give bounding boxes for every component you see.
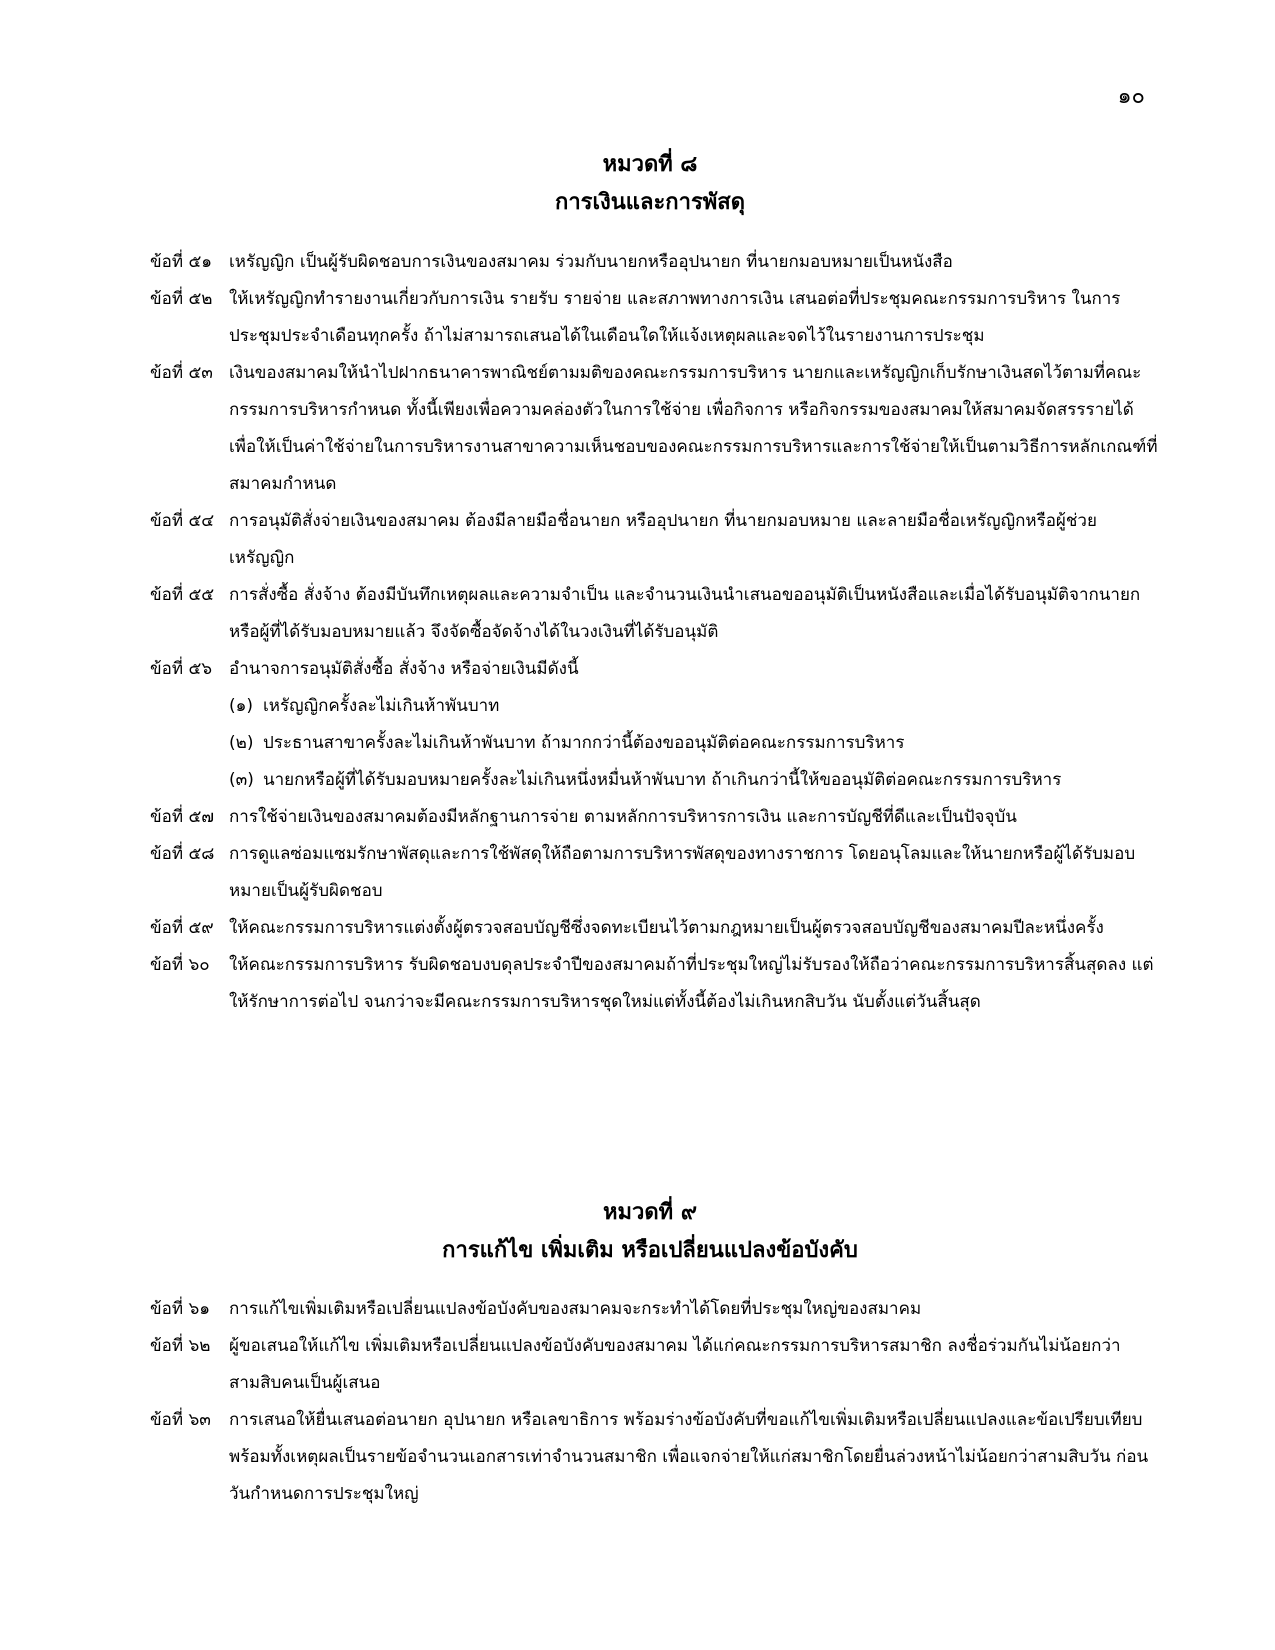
- clause-60: [150, 947, 1160, 1021]
- chapter-title: หมวดที่ ๙: [603, 1200, 697, 1225]
- sub-item-text: ประธานสาขาครั้งละไม่เกินห้าพันบาท ถ้ามากกว่านี้ต้องขออนุมัติต่อคณะกรรมการบริหาร: [263, 733, 905, 753]
- clause-text: การใช้จ่ายเงินของสมาคมต้องมีหลักฐานการจ่าย ตามหลักการบริหารการเงิน และการบัญชีที่ดีและเป็นปัจจุบัน: [229, 807, 1017, 827]
- clause-text: อำนาจการอนุมัติสั่งซื้อ สั่งจ้าง หรือจ่ายเงินมีดังนี้: [229, 659, 579, 679]
- chapter-subtitle: การแก้ไข เพิ่มเติม หรือเปลี่ยนแปลงข้อบังคับ: [442, 1238, 858, 1263]
- chapter-title: หมวดที่ ๘: [602, 152, 698, 177]
- clause-text: เงินของสมาคมให้นำไปฝากธนาคารพาณิชย์ตามมติของคณะกรรมการบริหาร นายกและเหรัญญิกเก็บรักษาเงินสดไว้ตามที่คณะกรรมการบริหารกำหนด ทั้งนี้เพียงเพื่อความคล่องตัวในการใช้จ่าย เพื่อกิจการ หรือกิจกรรมของสมาคมให้สมาคมจัดสรรรายได้เพื่อให้เป็นค่าใช้จ่ายในการบริหารงานสาขาความเห็นชอบของคณะกรรมการบริหารและการใช้จ่ายให้เป็นตามวิธีการหลักเกณฑ์ที่สมาคมกำหนด: [229, 363, 1158, 494]
- chapter-9-clauses: [150, 1291, 1160, 1513]
- clause-number: ข้อที่ ๖๒: [150, 1336, 211, 1356]
- clause-54: [150, 503, 1160, 577]
- clause-57: [150, 799, 1160, 836]
- clause-text: การเสนอให้ยื่นเสนอต่อนายก อุปนายก หรือเลขาธิการ พร้อมร่างข้อบังคับที่ขอแก้ไขเพิ่มเติมหรือเปลี่ยนแปลงและข้อเปรียบเทียบพร้อมทั้งเหตุผลเป็นรายข้อจำนวนเอกสารเท่าจำนวนสมาชิก เพื่อแจกจ่ายให้แก่สมาชิกโดยยื่นล่วงหน้าไม่น้อยกว่าสามสิบวัน ก่อนวันกำหนดการประชุมใหญ่: [229, 1410, 1149, 1504]
- clause-number: ข้อที่ ๕๓: [150, 363, 213, 383]
- clause-text: ให้เหรัญญิกทำรายงานเกี่ยวกับการเงิน รายรับ รายจ่าย และสภาพทางการเงิน เสนอต่อที่ประชุมคณะกรรมการบริหาร ในการประชุมประจำเดือนทุกครั้ง ถ้าไม่สามารถเสนอได้ในเดือนใดให้แจ้งเหตุผลและจดไว้ในรายงานการประชุม: [229, 289, 1121, 346]
- clause-text: การสั่งซื้อ สั่งจ้าง ต้องมีบันทึกเหตุผลและความจำเป็น และจำนวนเงินนำเสนอขออนุมัติเป็นหนังสือและเมื่อได้รับอนุมัติจากนายกหรือผู้ที่ได้รับมอบหมายแล้ว จึงจัดซื้อจัดจ้างได้ในวงเงินที่ได้รับอนุมัติ: [229, 585, 1141, 642]
- clause-55: [150, 577, 1160, 651]
- clause-53: [150, 355, 1160, 503]
- page-number: ๑๐: [1117, 84, 1145, 109]
- sub-item-2: [229, 725, 1160, 762]
- chapter-8-clauses: [150, 244, 1160, 1021]
- sub-item-number: (๓): [229, 770, 254, 790]
- chapter-9-heading: [150, 1194, 1150, 1270]
- clause-number: ข้อที่ ๕๗: [150, 807, 215, 827]
- sub-item-3: [229, 762, 1160, 799]
- clause-56-sub-list: [150, 688, 1160, 799]
- clause-58: [150, 836, 1160, 910]
- clause-62: [150, 1328, 1160, 1402]
- chapter-8-heading: [150, 146, 1150, 222]
- clause-59: [150, 910, 1160, 947]
- clause-63: [150, 1402, 1160, 1513]
- clause-text: ให้คณะกรรมการบริหารแต่งตั้งผู้ตรวจสอบบัญชีซึ่งจดทะเบียนไว้ตามกฎหมายเป็นผู้ตรวจสอบบัญชีของสมาคมปีละหนึ่งครั้ง: [229, 918, 1104, 938]
- clause-52: [150, 281, 1160, 355]
- clause-number: ข้อที่ ๕๒: [150, 289, 213, 309]
- clause-51: [150, 244, 1160, 281]
- clause-text: การแก้ไขเพิ่มเติมหรือเปลี่ยนแปลงข้อบังคับของสมาคมจะกระทำได้โดยที่ประชุมใหญ่ของสมาคม: [229, 1299, 922, 1319]
- clause-text: เหรัญญิก เป็นผู้รับผิดชอบการเงินของสมาคม ร่วมกับนายกหรืออุปนายก ที่นายกมอบหมายเป็นหนังสือ: [229, 252, 953, 272]
- chapter-subtitle: การเงินและการพัสดุ: [555, 190, 745, 215]
- clause-number: ข้อที่ ๖๑: [150, 1299, 211, 1319]
- sub-item-number: (๒): [229, 733, 254, 753]
- clause-text: ให้คณะกรรมการบริหาร รับผิดชอบงบดุลประจำปีของสมาคมถ้าที่ประชุมใหญ่ไม่รับรองให้ถือว่าคณะกรรมการบริหารสิ้นสุดลง แต่ให้รักษาการต่อไป จนกว่าจะมีคณะกรรมการบริหารชุดใหม่แต่ทั้งนี้ต้องไม่เกินหกสิบวัน นับตั้งแต่วันสิ้นสุด: [229, 955, 1154, 1012]
- clause-61: [150, 1291, 1160, 1328]
- clause-text: ผู้ขอเสนอให้แก้ไข เพิ่มเติมหรือเปลี่ยนแปลงข้อบังคับของสมาคม ได้แก่คณะกรรมการบริหารสมาชิก ลงชื่อร่วมกันไม่น้อยกว่าสามสิบคนเป็นผู้เสนอ: [229, 1336, 1121, 1393]
- clause-number: ข้อที่ ๕๙: [150, 918, 214, 938]
- sub-item-number: (๑): [229, 696, 254, 716]
- clause-number: ข้อที่ ๕๑: [150, 252, 213, 272]
- clause-number: ข้อที่ ๕๔: [150, 511, 215, 531]
- sub-item-1: [229, 688, 1160, 725]
- sub-item-text: นายกหรือผู้ที่ได้รับมอบหมายครั้งละไม่เกินหนึ่งหมื่นห้าพันบาท ถ้าเกินกว่านี้ให้ขออนุมัติต่อคณะกรรมการบริหาร: [263, 770, 1062, 790]
- clause-number: ข้อที่ ๕๕: [150, 585, 215, 605]
- clause-number: ข้อที่ ๕๘: [150, 844, 215, 864]
- clause-number: ข้อที่ ๖๓: [150, 1410, 211, 1430]
- sub-item-text: เหรัญญิกครั้งละไม่เกินห้าพันบาท: [263, 696, 500, 716]
- clause-56: [150, 651, 1160, 688]
- clause-number: ข้อที่ ๖๐: [150, 955, 210, 975]
- clause-number: ข้อที่ ๕๖: [150, 659, 213, 679]
- clause-text: การอนุมัติสั่งจ่ายเงินของสมาคม ต้องมีลายมือชื่อนายก หรืออุปนายก ที่นายกมอบหมาย และลายมือชื่อเหรัญญิกหรือผู้ช่วยเหรัญญิก: [229, 511, 1097, 568]
- clause-text: การดูแลซ่อมแซมรักษาพัสดุและการใช้พัสดุให้ถือตามการบริหารพัสดุของทางราชการ โดยอนุโลมและให้นายกหรือผู้ได้รับมอบหมายเป็นผู้รับผิดชอบ: [229, 844, 1136, 901]
